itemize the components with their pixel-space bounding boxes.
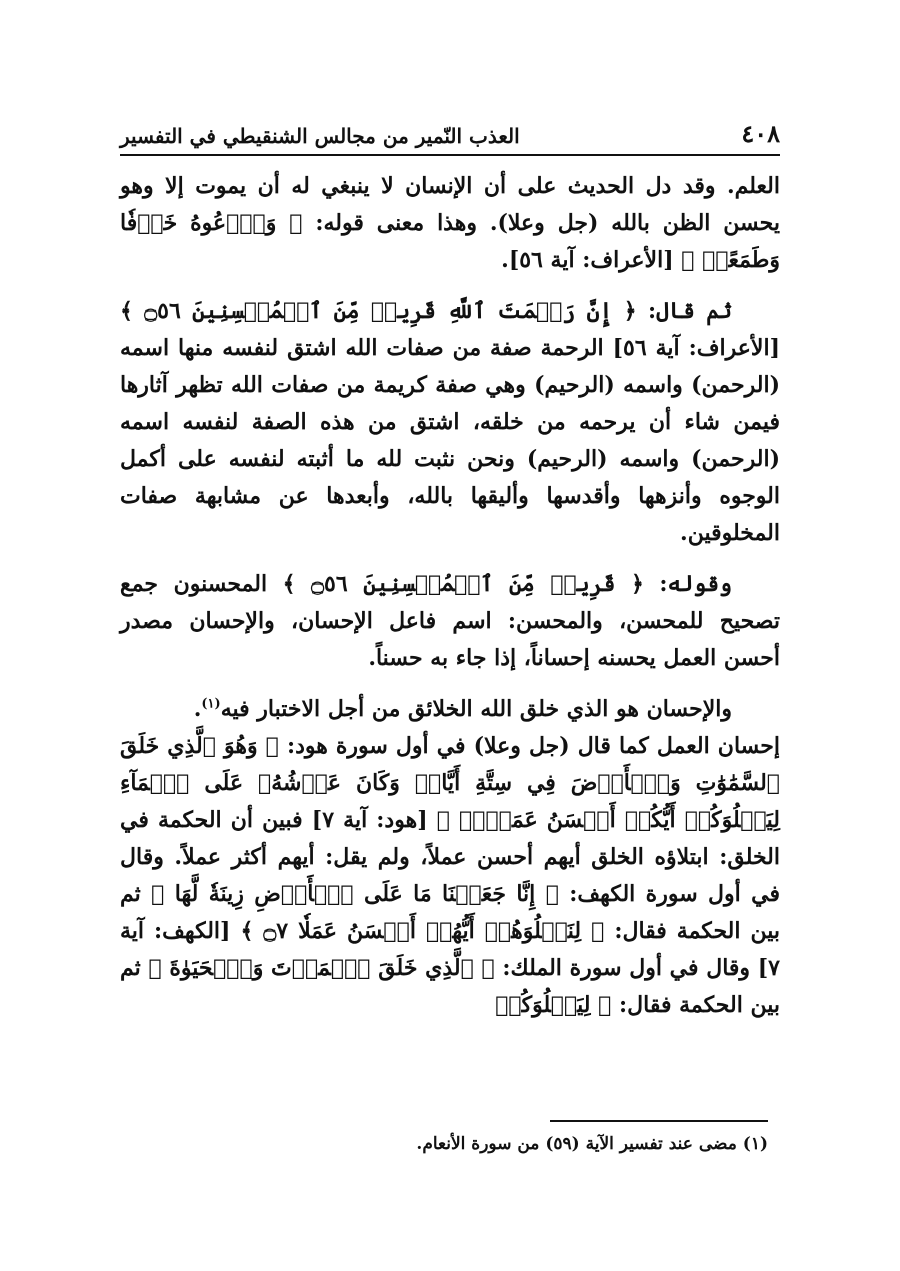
page-header — [120, 108, 780, 148]
header-rule — [120, 154, 780, 156]
paragraph-2: ثم قال: ﴿ إِنَّ رَحۡمَتَ ٱللَّهِ قَرِيبٞ مِّنَ ٱلۡمُحۡسِنِينَ ۝٥٦ ﴾ [الأعراف: آية ٥٦] الرحمة صفة من صفات الله اشتق لنفسه منها اسمه (الرحمن) واسمه (الرحيم) وهي صفة كريمة من صفات الله تظهر آثارها فيمن شاء أن يرحمه من خلقه، اشتق من هذه الصفة لنفسه اسمه (الرحمن) واسمه (الرحيم) ونحن نثبت لله ما أثبته لنفسه على أكمل الوجوه وأنزهها وأقدسها وأليقها بالله، وأبعدها عن مشابهة صفات المخلوقين. — [120, 298, 780, 546]
running-title: العذب النّمير من مجالس الشنقيطي في التفسير — [120, 124, 520, 148]
paragraph-3: وقوله: ﴿ قَرِيبٞ مِّنَ ٱلۡمُحۡسِنِينَ ۝٥٦ ﴾ المحسنون جمع تصحيح للمحسن، والمحسن: اسم فاعل الإحسان، والإحسان مصدر أحسن العمل يحسنه إحساناً، إذا جاء به حسناً. — [120, 571, 780, 671]
footnote-rule — [550, 1120, 768, 1122]
paragraph-4-end: . — [193, 696, 202, 722]
page-number: ٤٠٨ — [741, 119, 780, 148]
footnote-marker[interactable]: (١) — [201, 696, 221, 712]
paragraph-4-text: والإحسان هو الذي خلق الله الخلائق من أجل الاختبار فيه — [220, 696, 732, 722]
paragraph-1: العلم. وقد دل الحديث على أن الإنسان لا ينبغي له أن يموت إلا وهو يحسن الظن بالله (جل وعلا). وهذا معنى قوله: ﴿ وَٱدۡعُوهُ خَوۡفٗا وَطَمَعًاۚ ﴾ [الأعراف: آية ٥٦]. — [120, 173, 780, 273]
body-text — [120, 168, 780, 1038]
paragraph-4 — [120, 691, 780, 728]
footnote: (١) مضى عند تفسير الآية (٥٩) من سورة الأنعام. — [416, 1134, 768, 1154]
paragraph-5: إحسان العمل كما قال (جل وعلا) في أول سورة هود: ﴿ وَهُوَ ٱلَّذِي خَلَقَ ٱلسَّمَٰوَٰتِ وَٱلۡأَرۡضَ فِي سِتَّةِ أَيَّامٖ وَكَانَ عَرۡشُهُۥ عَلَى ٱلۡمَآءِ لِيَبۡلُوَكُمۡ أَيُّكُمۡ أَحۡسَنُ عَمَلٗاۗ ﴾ [هود: آية ٧] فبين أن الحكمة في الخلق: ابتلاؤه الخلق أيهم أحسن عملاً، ولم يقل: أيهم أكثر عملاً. وقال في أول سورة الكهف: ﴿ إِنَّا جَعَلۡنَا مَا عَلَى ٱلۡأَرۡضِ زِينَةٗ لَّهَا ﴾ ثم بين الحكمة فقال: ﴿ لِنَبۡلُوَهُمۡ أَيُّهُمۡ أَحۡسَنُ عَمَلٗا ۝٧ ﴾ [الكهف: آية ٧] وقال في أول سورة الملك: ﴿ ٱلَّذِي خَلَقَ ٱلۡمَوۡتَ وَٱلۡحَيَوٰةَ ﴾ ثم بين الحكمة فقال: ﴿ لِيَبۡلُوَكُمۡ — [120, 733, 780, 1018]
